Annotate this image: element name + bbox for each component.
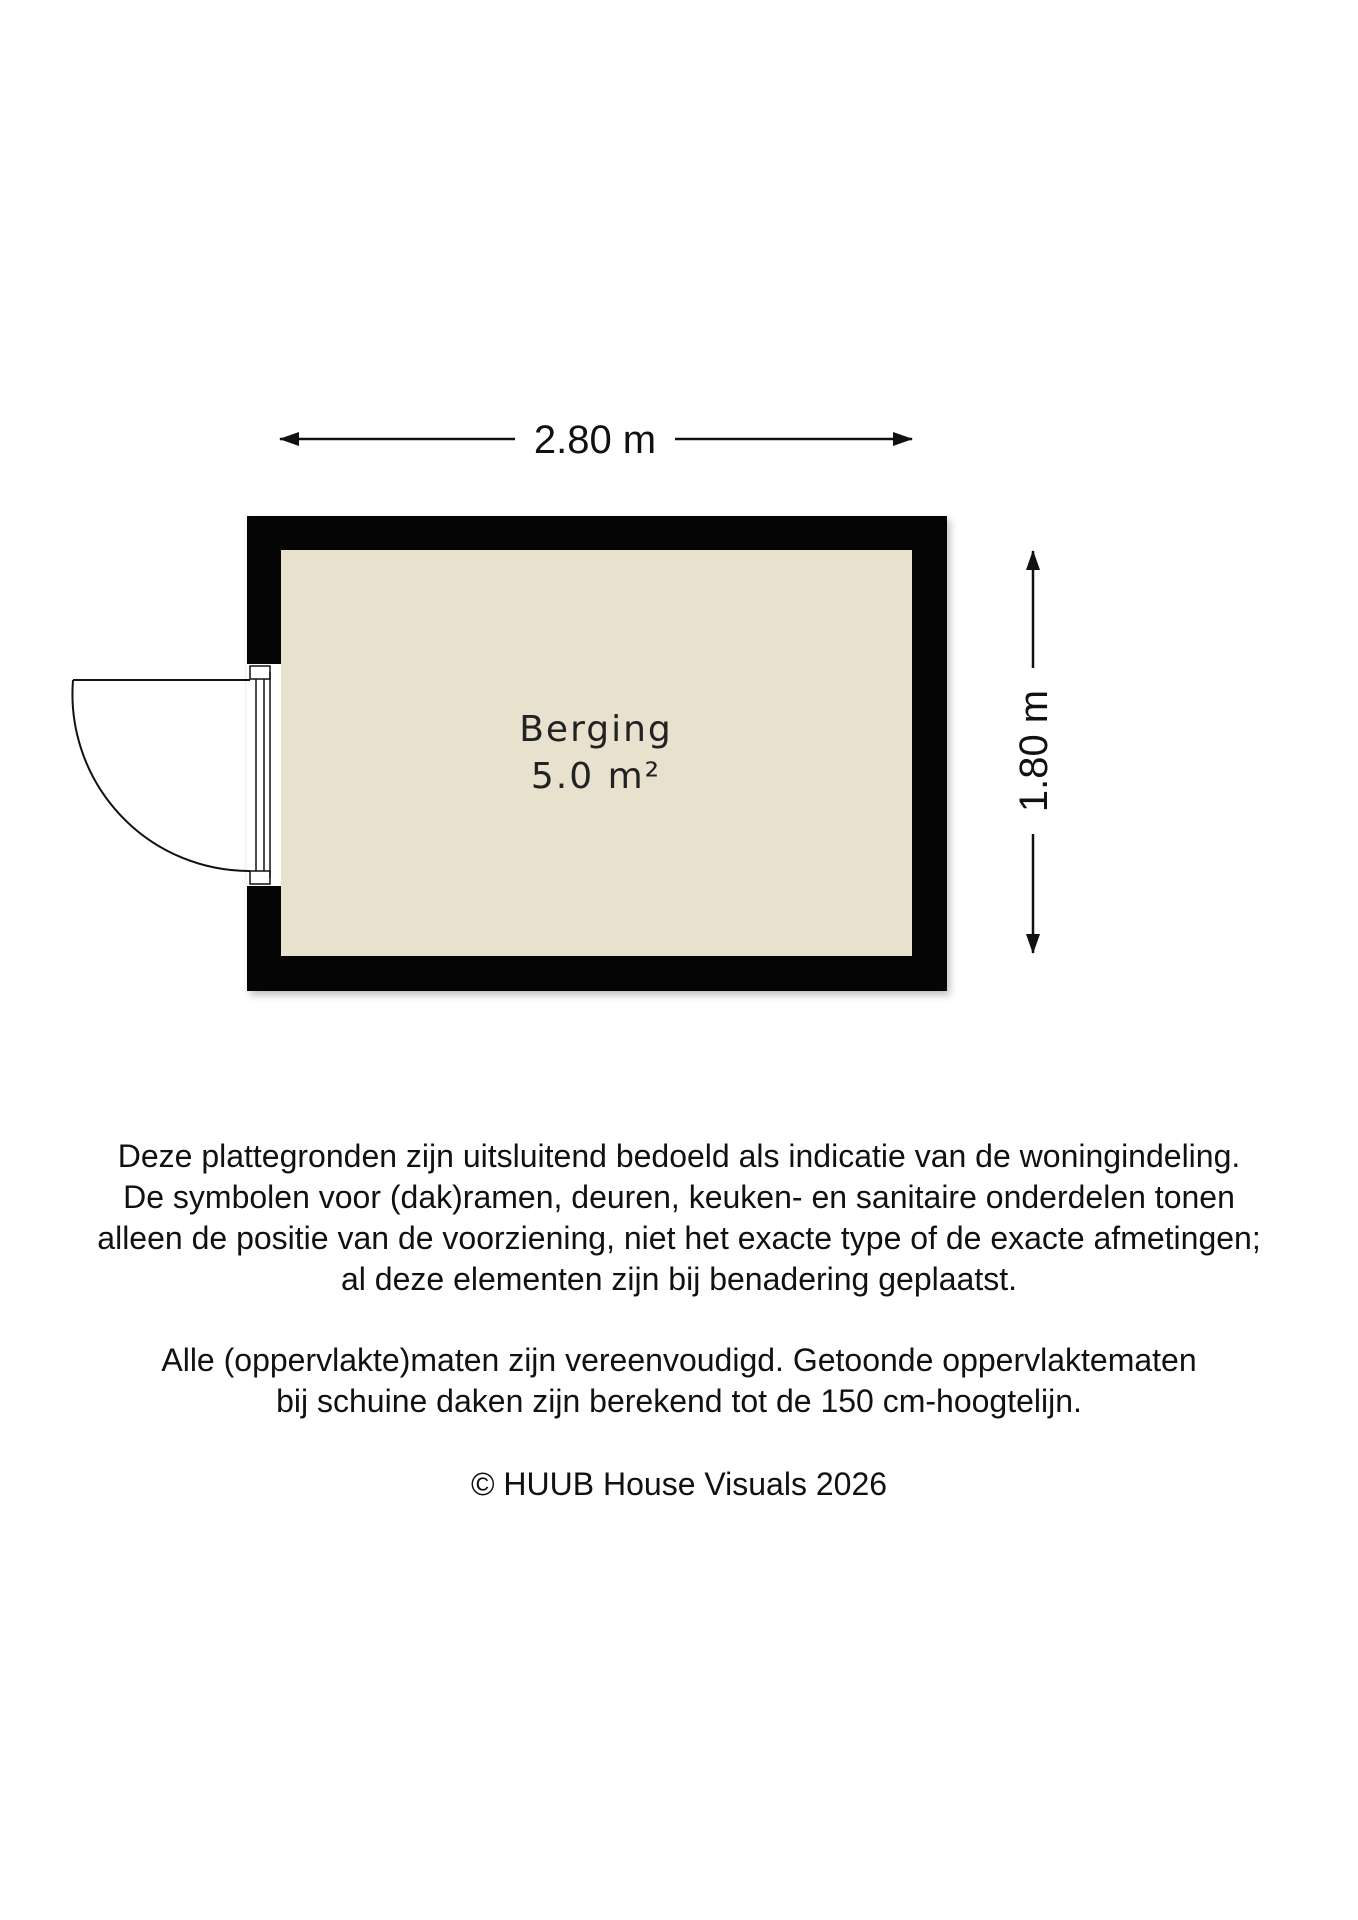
room-name: Berging (519, 709, 673, 750)
copyright-notice (0, 1464, 1358, 1505)
disclaimer-paragraph-2 (0, 1340, 1358, 1422)
room-berging (72, 516, 950, 995)
copyright-text: © HUUB House Visuals 2026 (470, 1466, 888, 1502)
depth-dimension-label: 1.80 m (1012, 689, 1056, 813)
disclaimer-paragraph-1 (0, 1136, 1358, 1300)
width-dimension-label: 2.80 m (533, 418, 657, 462)
disclaimer-line: Alle (oppervlakte)maten zijn vereenvoudigd. Getoonde oppervlaktematen (161, 1342, 1197, 1378)
door-frame-bottom (250, 871, 270, 884)
disclaimer-line: al deze elementen zijn bij benadering geplaatst. (340, 1261, 1017, 1297)
width-dimension (280, 418, 912, 462)
depth-dimension (1012, 551, 1056, 953)
disclaimer-line: alleen de positie van de voorziening, niet het exacte type of de exacte afmetingen; (97, 1220, 1261, 1256)
disclaimer-line: De symbolen voor (dak)ramen, deuren, keuken- en sanitaire onderdelen tonen (123, 1179, 1235, 1215)
disclaimer-line: Deze plattegronden zijn uitsluitend bedoeld als indicatie van de woningindeling. (117, 1138, 1241, 1174)
room-area: 5.0 m² (530, 756, 662, 797)
door-swing-arc (72, 680, 250, 871)
disclaimer-line: bij schuine daken zijn berekend tot de 150 cm-hoogtelijn. (276, 1383, 1082, 1419)
room-floor (281, 550, 912, 956)
door-frame-top (250, 666, 270, 679)
